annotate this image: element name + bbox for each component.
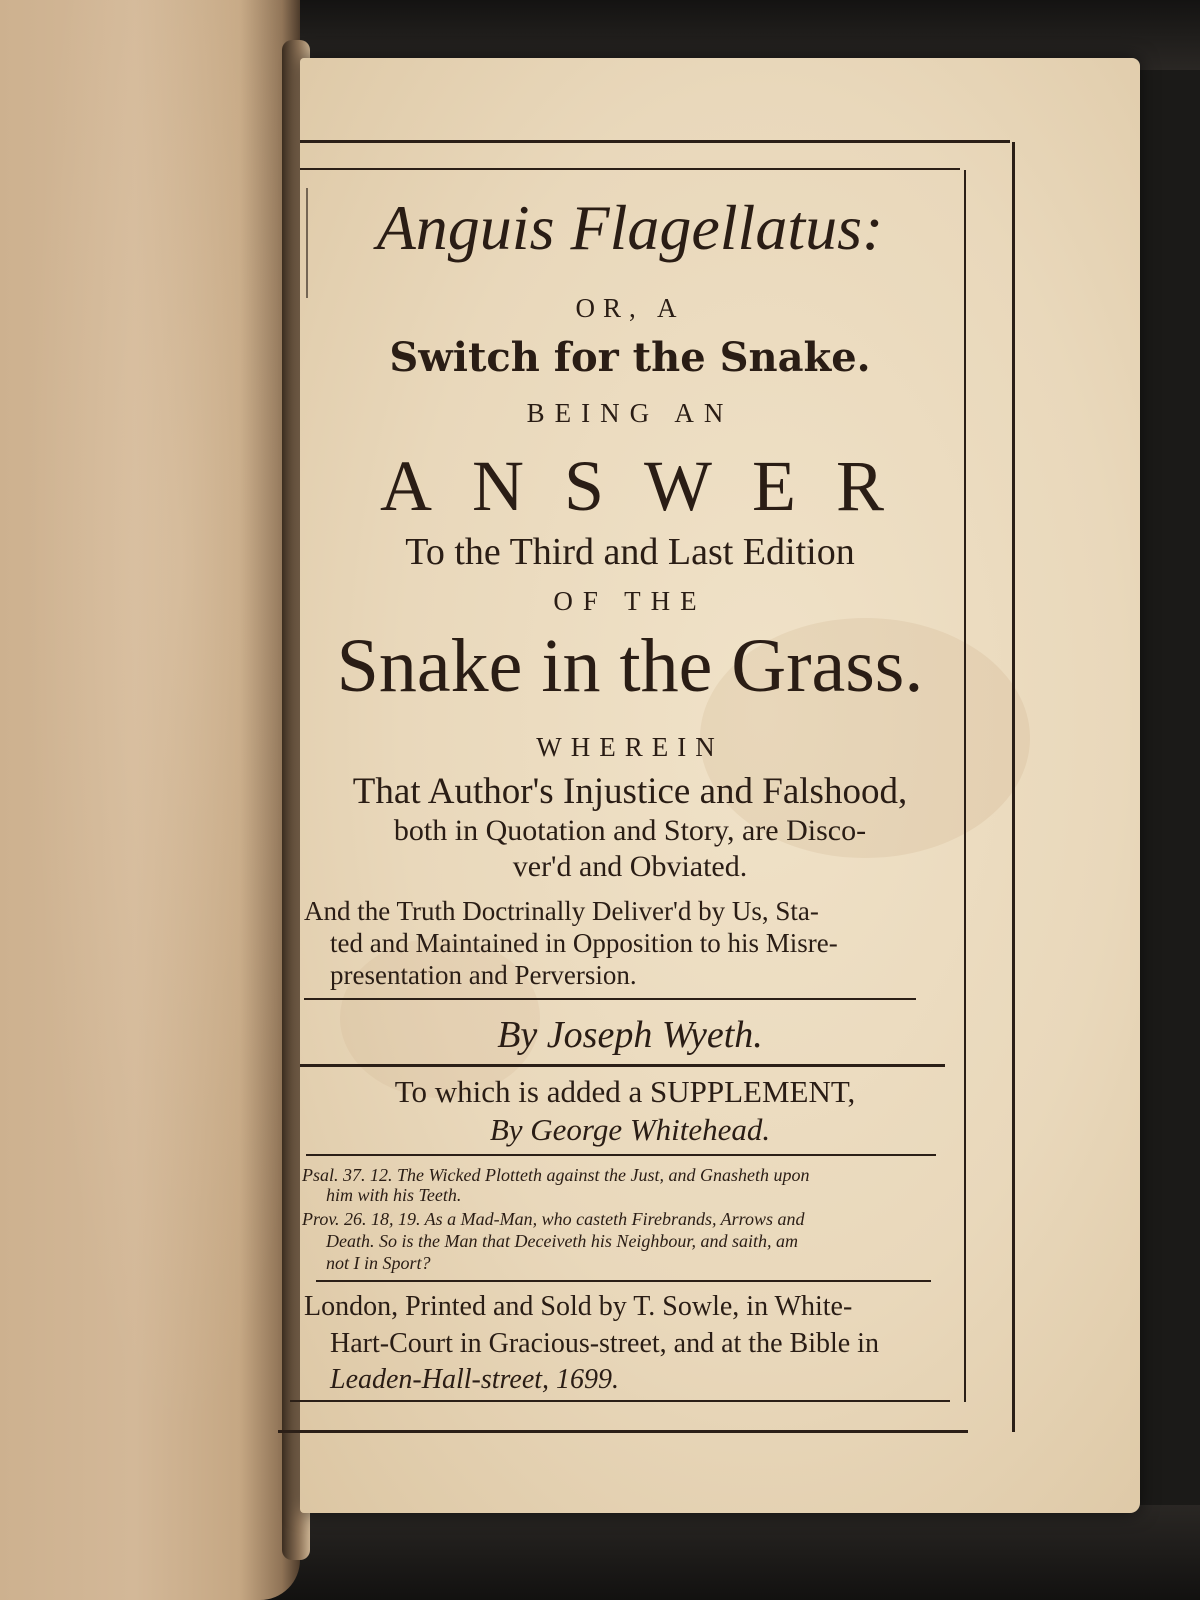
snake-in-grass-line: Snake in the Grass.	[336, 624, 924, 708]
wherein-line-3: ver'd and Obviated.	[512, 850, 748, 883]
title-main: Anguis Flagellatus:	[376, 192, 884, 263]
rule-above-author	[304, 998, 916, 1000]
scripture-line-3: Prov. 26. 18, 19. As a Mad-Man, who casteth Firebrands, Arrows and	[302, 1209, 805, 1229]
truth-line-2: ted and Maintained in Opposition to his Misre-	[330, 928, 838, 958]
inner-bottom-rule	[290, 1400, 950, 1402]
outer-right-rule	[1012, 142, 1015, 1432]
imprint-line-1: London, Printed and Sold by T. Sowle, in White-	[304, 1291, 853, 1322]
left-border-fragment	[306, 188, 308, 298]
rule-above-scripture	[306, 1154, 936, 1156]
supplement-line-2: By George Whitehead.	[489, 1112, 771, 1147]
scripture-line-4: Death. So is the Man that Deceiveth his Neighbour, and saith, am	[326, 1231, 798, 1251]
or-a-line: OR, A	[575, 293, 685, 323]
of-the-line: OF THE	[553, 586, 707, 616]
rule-below-author	[300, 1064, 945, 1067]
scripture-line-5: not I in Sport?	[326, 1253, 431, 1273]
scripture-line-1: Psal. 37. 12. The Wicked Plotteth against the Just, and Gnasheth upon	[302, 1165, 810, 1185]
author-line: By Joseph Wyeth.	[497, 1014, 763, 1056]
imprint-line-3: Leaden-Hall-street, 1699.	[330, 1364, 620, 1395]
being-an-line: BEING AN	[526, 398, 734, 428]
imprint-line-2: Hart-Court in Gracious-street, and at the Bible in	[330, 1328, 879, 1359]
left-blank-leaf	[0, 0, 300, 1600]
wherein-line-2: both in Quotation and Story, are Disco-	[393, 814, 867, 847]
rule-above-imprint	[316, 1280, 931, 1282]
supplement-line-1: To which is added a SUPPLEMENT,	[394, 1074, 856, 1109]
outer-bottom-rule	[278, 1430, 968, 1433]
title-page	[300, 58, 1140, 1513]
truth-line-1: And the Truth Doctrinally Deliver'd by Us, Sta-	[304, 896, 819, 926]
scripture-line-2: him with his Teeth.	[326, 1185, 462, 1205]
edition-line: To the Third and Last Edition	[405, 531, 855, 573]
outer-top-rule	[300, 140, 1010, 143]
wherein-line-1: That Author's Injustice and Falshood,	[352, 771, 908, 812]
blackletter-subtitle: Switch for the Snake.	[389, 334, 871, 381]
wherein-line: WHEREIN	[536, 732, 724, 762]
inner-top-rule	[300, 168, 960, 170]
truth-line-3: presentation and Perversion.	[330, 960, 637, 990]
answer-line: ANSWER	[380, 446, 924, 526]
inner-right-rule	[964, 170, 966, 1402]
background-bottom	[250, 1505, 1200, 1600]
